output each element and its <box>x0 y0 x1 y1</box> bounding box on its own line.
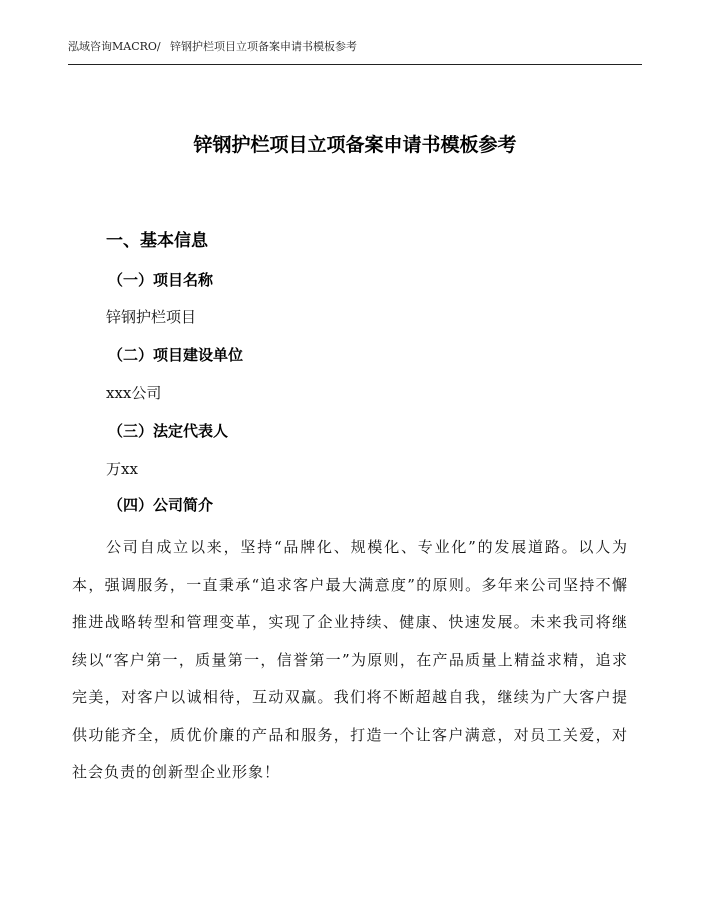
project-name-value: 锌钢护栏项目 <box>106 308 197 326</box>
document-title: 锌钢护栏项目立项备案申请书模板参考 <box>193 134 517 156</box>
company-profile-text: 公司自成立以来，坚持“品牌化、规模化、专业化”的发展道路。以人为本，强调服务，一直秉承“追求客户最大满意度”的原则。多年来公司坚持不懈推进战略转型和管理变革，实现了企业持续、健康、快速发展。未来我司将继续以“客户第一，质量第一，信誉第一”为原则，在产品质量上精益求精，追求完美，对客户以诚相待，互动双赢。我们将不断超越自我，继续为广大客户提供功能齐全，质优价廉的产品和服务，打造一个让客户满意，对员工关爱，对社会负责的创新型企业形象！ <box>72 538 628 781</box>
construction-unit-value: xxx公司 <box>106 384 162 402</box>
header-company: 泓域咨询MACRO/ <box>68 40 161 53</box>
section-heading-basic-info: 一、基本信息 <box>106 231 208 251</box>
project-name-label: （一）项目名称 <box>108 271 214 289</box>
company-profile-label: （四）公司简介 <box>108 496 214 514</box>
header-document-title: 锌钢护栏项目立项备案申请书模板参考 <box>170 40 357 53</box>
legal-representative-label: （三）法定代表人 <box>108 422 229 440</box>
construction-unit-label: （二）项目建设单位 <box>108 346 244 364</box>
page-header <box>68 40 642 65</box>
legal-representative-value: 万xx <box>106 460 138 478</box>
